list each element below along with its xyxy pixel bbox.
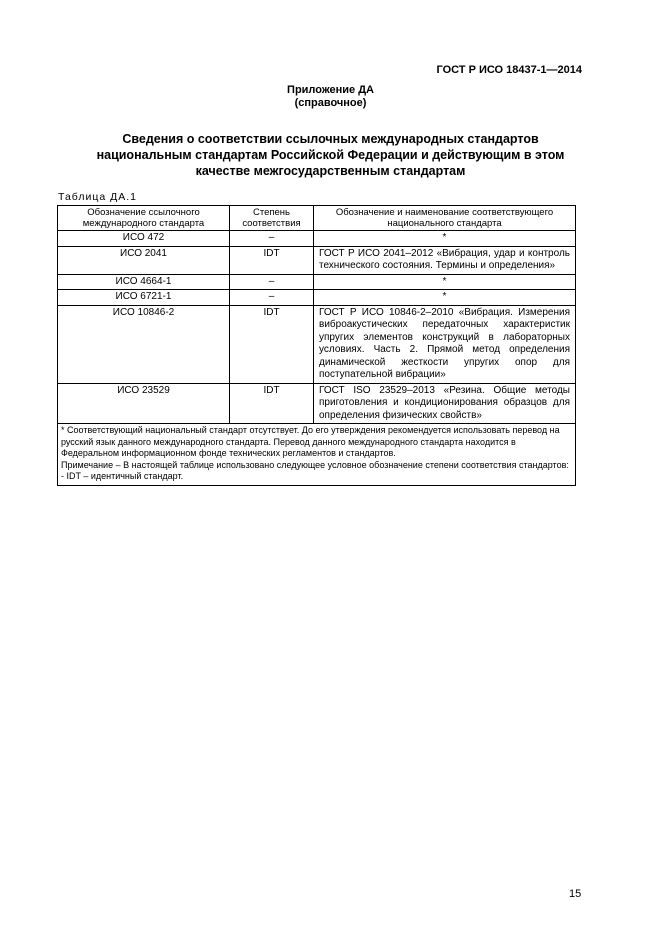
cell-reference: ИСО 10846-2 (58, 305, 230, 383)
cell-national: ГОСТ Р ИСО 10846-2–2010 «Вибрация. Измерения виброакустических передаточных характеристик упругих элементов конструкций в лабораторных условиях. Часть 2. Прямой метод определения динамической жесткости упругих опор для поступательной вибрации» (314, 305, 576, 383)
cell-reference: ИСО 472 (58, 231, 230, 247)
document-code: ГОСТ Р ИСО 18437-1—2014 (436, 64, 582, 76)
table-caption: Таблица ДА.1 (58, 191, 137, 203)
cell-degree: IDT (230, 246, 314, 274)
table-footnote: * Соответствующий национальный стандарт отсутствует. До его утверждения рекомендуется использовать перевод на русский язык данного международного стандарта. Перевод данного международного стандарта находится в Федеральном информационном фонде технических регламентов и стандартов. (61, 425, 560, 458)
cell-national: * (314, 231, 576, 247)
table-row (58, 274, 576, 290)
header-national-standard: Обозначение и наименование соответствующего национального стандарта (314, 206, 576, 231)
title-line-1: Сведения о соответствии ссылочных международных стандартов (122, 132, 539, 146)
cell-national: ГОСТ ISO 23529–2013 «Резина. Общие методы приготовления и кондиционирования образцов для определения физических свойств» (314, 383, 576, 424)
table-notes (58, 424, 576, 486)
header-reference-standard: Обозначение ссылочного международного стандарта (58, 206, 230, 231)
cell-reference: ИСО 23529 (58, 383, 230, 424)
annex-title: Приложение ДА (287, 84, 374, 96)
annex-subtitle: (справочное) (294, 97, 367, 109)
cell-reference: ИСО 2041 (58, 246, 230, 274)
cell-degree: – (230, 274, 314, 290)
table-note-item: - IDT – идентичный стандарт. (61, 471, 184, 481)
cell-degree: – (230, 231, 314, 247)
cell-reference: ИСО 4664-1 (58, 274, 230, 290)
table-row (58, 305, 576, 383)
header-degree-of-correspondence: Степень соответствия (230, 206, 314, 231)
cell-national: * (314, 290, 576, 306)
table-header-row (58, 206, 576, 231)
table-row (58, 383, 576, 424)
table-footnote-row (58, 424, 576, 486)
cell-national: * (314, 274, 576, 290)
table-note: Примечание – В настоящей таблице использовано следующее условное обозначение степени соответствия стандартов: (61, 459, 569, 470)
cell-degree: IDT (230, 383, 314, 424)
annex-heading (0, 84, 661, 110)
table-row (58, 290, 576, 306)
cell-degree: IDT (230, 305, 314, 383)
title-line-3: качестве межгосударственным стандартам (195, 164, 466, 178)
table-row (58, 231, 576, 247)
table-row (58, 246, 576, 274)
cell-reference: ИСО 6721-1 (58, 290, 230, 306)
page-number: 15 (569, 888, 582, 900)
cell-degree: – (230, 290, 314, 306)
title-line-2: национальным стандартам Российской Федерации и действующим в этом (96, 148, 565, 162)
correspondence-table (57, 205, 576, 486)
cell-national: ГОСТ Р ИСО 2041–2012 «Вибрация, удар и контроль технического состояния. Термины и определения» (314, 246, 576, 274)
section-title (40, 131, 621, 179)
